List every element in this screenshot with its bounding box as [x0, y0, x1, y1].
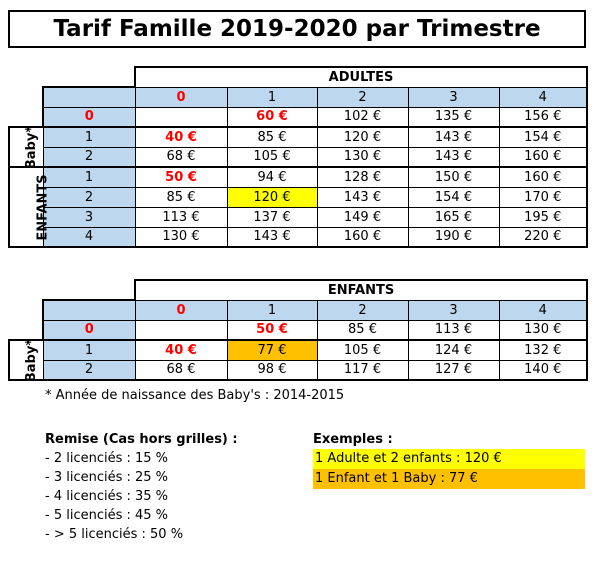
exemples-title: Exemples : — [313, 432, 393, 447]
price-cell: 160 € — [317, 227, 408, 247]
price-cell: 149 € — [317, 207, 408, 227]
enfants-header: ENFANTS — [135, 280, 587, 300]
price-cell: 40 € — [135, 340, 227, 360]
price-cell: 195 € — [499, 207, 587, 227]
remise-item: - 5 licenciés : 45 % — [45, 508, 169, 523]
price-cell: 68 € — [135, 147, 227, 167]
row-header: 0 — [43, 320, 135, 340]
price-cell: 130 € — [317, 147, 408, 167]
price-cell: 127 € — [408, 360, 499, 380]
price-cell: 137 € — [227, 207, 317, 227]
remise-item: - > 5 licenciés : 50 % — [45, 527, 184, 542]
price-cell: 102 € — [317, 107, 408, 127]
price-cell: 143 € — [408, 127, 499, 147]
col-header: 3 — [408, 300, 499, 320]
price-cell: 113 € — [408, 320, 499, 340]
price-cell: 143 € — [317, 187, 408, 207]
price-cell — [135, 107, 227, 127]
price-cell: 140 € — [499, 360, 587, 380]
col-header: 2 — [317, 87, 408, 107]
tarif-enfants-table — [8, 279, 588, 381]
price-cell: 85 € — [317, 320, 408, 340]
price-cell: 50 € — [227, 320, 317, 340]
price-cell: 120 € — [317, 127, 408, 147]
remise-item: - 2 licenciés : 15 % — [45, 451, 169, 466]
footnote: * Année de naissance des Baby's : 2014-2015 — [45, 388, 345, 403]
price-cell: 94 € — [227, 167, 317, 187]
row-header: 1 — [43, 127, 135, 147]
price-cell: 40 € — [135, 127, 227, 147]
exemple-orange: 1 Enfant et 1 Baby : 77 € — [313, 469, 585, 489]
price-cell: 113 € — [135, 207, 227, 227]
col-header: 0 — [135, 87, 227, 107]
price-cell: 105 € — [317, 340, 408, 360]
row-header: 1 — [43, 340, 135, 360]
col-header: 0 — [135, 300, 227, 320]
row-header: 2 — [43, 147, 135, 167]
price-cell: 130 € — [135, 227, 227, 247]
remise-title: Remise (Cas hors grilles) : — [45, 432, 238, 447]
price-cell: 220 € — [499, 227, 587, 247]
baby-group-label: Baby* — [9, 127, 43, 167]
enfants-group-label: ENFANTS — [9, 167, 43, 247]
exemples-section — [313, 430, 585, 489]
col-header: 1 — [227, 87, 317, 107]
price-cell: 98 € — [227, 360, 317, 380]
row-header: 3 — [43, 207, 135, 227]
remise-item: - 4 licenciés : 35 % — [45, 489, 169, 504]
price-cell: 85 € — [135, 187, 227, 207]
baby-group-label: Baby* — [9, 340, 43, 380]
exemple-yellow: 1 Adulte et 2 enfants : 120 € — [313, 449, 585, 469]
price-cell: 135 € — [408, 107, 499, 127]
col-header: 1 — [227, 300, 317, 320]
adultes-header: ADULTES — [135, 67, 587, 87]
highlighted-price-cell: 120 € — [227, 187, 317, 207]
row-header: 2 — [43, 187, 135, 207]
col-header: 2 — [317, 300, 408, 320]
corner-cell — [43, 300, 135, 320]
price-cell: 60 € — [227, 107, 317, 127]
price-cell: 154 € — [499, 127, 587, 147]
price-cell: 132 € — [499, 340, 587, 360]
remise-section — [45, 430, 295, 544]
row-header: 0 — [43, 107, 135, 127]
row-header: 1 — [43, 167, 135, 187]
price-cell — [135, 320, 227, 340]
price-cell: 105 € — [227, 147, 317, 167]
col-header: 4 — [499, 87, 587, 107]
col-header: 4 — [499, 300, 587, 320]
price-cell: 170 € — [499, 187, 587, 207]
price-cell: 160 € — [499, 167, 587, 187]
price-cell: 50 € — [135, 167, 227, 187]
price-cell: 68 € — [135, 360, 227, 380]
page-title: Tarif Famille 2019-2020 par Trimestre — [8, 10, 586, 48]
price-cell: 130 € — [499, 320, 587, 340]
price-cell: 128 € — [317, 167, 408, 187]
price-cell: 160 € — [499, 147, 587, 167]
remise-item: - 3 licenciés : 25 % — [45, 470, 169, 485]
price-cell: 150 € — [408, 167, 499, 187]
price-cell: 156 € — [499, 107, 587, 127]
price-cell: 154 € — [408, 187, 499, 207]
price-cell: 165 € — [408, 207, 499, 227]
price-cell: 85 € — [227, 127, 317, 147]
col-header: 3 — [408, 87, 499, 107]
price-cell: 143 € — [227, 227, 317, 247]
price-cell: 143 € — [408, 147, 499, 167]
price-cell: 117 € — [317, 360, 408, 380]
highlighted-price-cell: 77 € — [227, 340, 317, 360]
price-cell: 190 € — [408, 227, 499, 247]
row-header: 4 — [43, 227, 135, 247]
row-header: 2 — [43, 360, 135, 380]
tarif-adultes-table — [8, 66, 588, 248]
price-cell: 124 € — [408, 340, 499, 360]
corner-cell — [43, 87, 135, 107]
